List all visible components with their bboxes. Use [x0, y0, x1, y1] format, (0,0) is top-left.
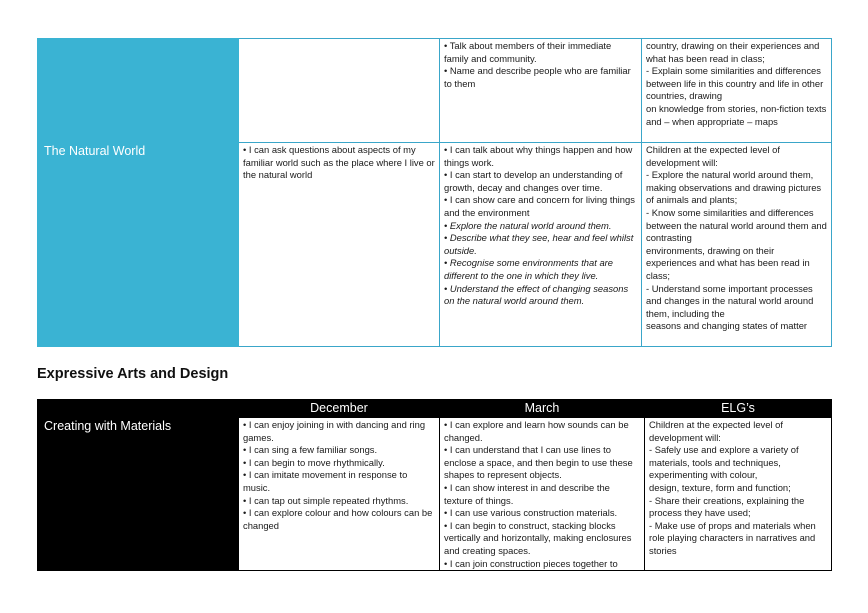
list-item: • Recognise some environments that are different to the one in which they live.: [444, 257, 613, 281]
header-row: [38, 400, 832, 418]
list-item: • I can show care and concern for living things and the environment: [444, 194, 635, 218]
list-item: • I can explore colour and how colours can be changed: [243, 507, 433, 531]
list-item: • I can tap out simple repeated rhythms.: [243, 494, 409, 506]
list-item: • Name and describe people who are familiar to them: [444, 65, 631, 89]
column-header: March: [440, 400, 645, 418]
area-cell: The Natural World: [38, 143, 239, 347]
list-item: • I can join construction pieces together to: [444, 557, 618, 569]
column-header: [38, 400, 239, 418]
march-cell: [440, 39, 642, 143]
december-cell: [239, 418, 440, 571]
area-cell: [38, 39, 239, 143]
march-cell: [440, 143, 642, 347]
elg-cell: Children at the expected level of development will: - Explore the natural world around them, making observations and drawing pictures of animals and plants; - Know some similarities and differences between the natural world around them and contrasting environments, drawing on their experiences and what has been read in class; - Understand some important processes and changes in the natural world around them, including the seasons and changing states of matter: [642, 143, 832, 347]
list-item: • I can understand that I can use lines to enclose a space, and then begin to use these shapes to represent objects.: [444, 444, 633, 481]
list-item: • I can explore and learn how sounds can be changed.: [444, 419, 629, 443]
list-item: • Describe what they see, hear and feel whilst outside.: [444, 232, 634, 256]
list-item: • I can show interest in and describe the texture of things.: [444, 481, 610, 506]
list-item: • I can sing a few familiar songs.: [243, 444, 378, 456]
list-item: • I can start to develop an understanding of growth, decay and changes over time.: [444, 169, 623, 193]
table-row: [38, 418, 832, 571]
table-row: [38, 143, 832, 347]
area-cell: Creating with Materials: [38, 418, 239, 571]
elg-cell: country, drawing on their experiences and what has been read in class; - Explain some similarities and differences between life in this country and life in other countries, drawing on knowledge from stories, non-fiction texts and – when appropriate – maps: [642, 39, 832, 143]
list-item: • I can enjoy joining in with dancing and ring games.: [243, 419, 426, 443]
list-item: • Explore the natural world around them.: [444, 219, 612, 231]
section-heading: Expressive Arts and Design: [37, 366, 229, 382]
column-header: ELG’s: [645, 400, 832, 418]
list-item: • Understand the effect of changing seasons on the natural world around them.: [444, 282, 629, 307]
list-item: • I can begin to move rhythmically.: [243, 456, 385, 468]
column-header: December: [239, 400, 440, 418]
table-row: [38, 39, 832, 143]
december-cell: • I can ask questions about aspects of my familiar world such as the place where I live or the natural world: [239, 143, 440, 347]
understanding-world-table: [37, 38, 832, 347]
list-item: • Talk about members of their immediate family and community.: [444, 40, 612, 64]
expressive-arts-table: [37, 399, 832, 571]
elg-cell: Children at the expected level of development will: - Safely use and explore a variety of materials, tools and techniques, experimenting with colour, design, texture, form and function; - Share their creations, explaining the process they have used; - Make use of props and materials when role playing characters in narratives and stories: [645, 418, 832, 571]
december-cell: [239, 39, 440, 143]
march-cell: [440, 418, 645, 571]
list-item: • I can imitate movement in response to music.: [243, 469, 408, 493]
list-item: • I can begin to construct, stacking blocks vertically and horizontally, making enclosures and creating spaces.: [444, 519, 632, 556]
list-item: • I can use various construction materials.: [444, 507, 618, 519]
list-item: • I can talk about why things happen and how things work.: [444, 144, 633, 168]
